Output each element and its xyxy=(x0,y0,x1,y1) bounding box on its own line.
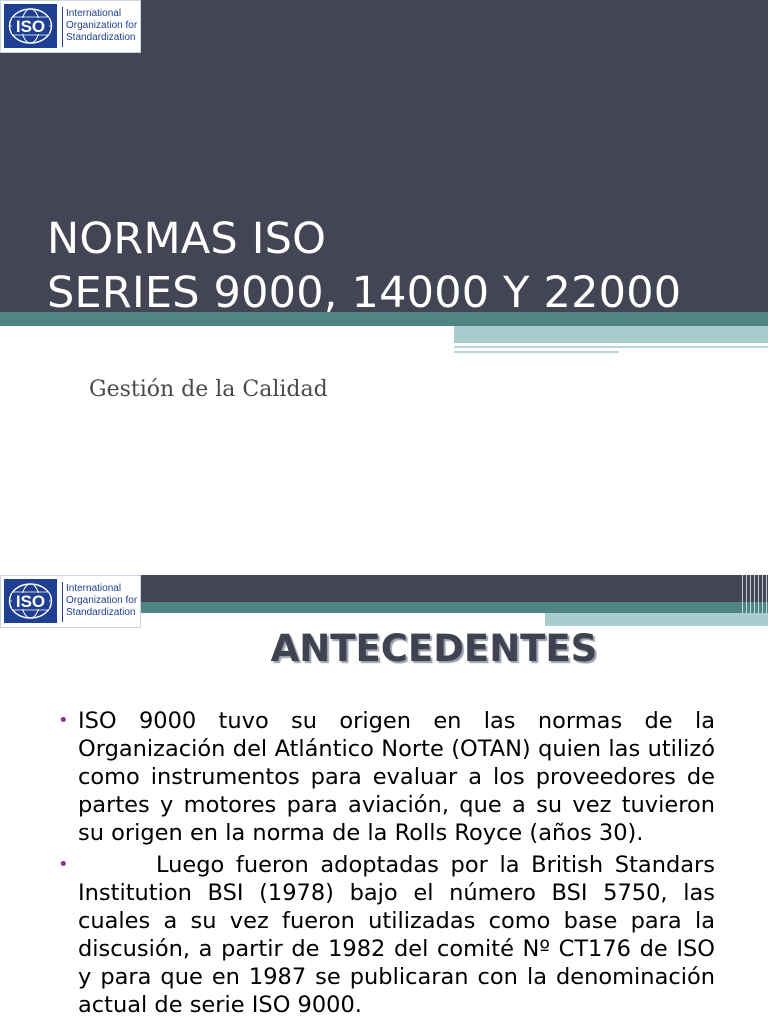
accent-line xyxy=(454,351,619,353)
accent-line xyxy=(454,346,768,348)
bullet-list xyxy=(58,707,715,1023)
logo-text-line: International xyxy=(66,583,122,594)
iso-globe-icon xyxy=(4,4,57,48)
teal-band xyxy=(140,602,768,613)
light-teal-band xyxy=(454,326,768,343)
logo-text-line: Standardization xyxy=(66,607,136,618)
logo-separator xyxy=(62,582,63,622)
list-item xyxy=(58,851,715,1019)
logo-wordmark xyxy=(66,583,142,619)
content-slide xyxy=(0,575,768,1024)
logo-text-line: Organization for xyxy=(66,595,138,606)
header-band xyxy=(140,575,768,602)
bullet-dot-icon: • xyxy=(58,854,69,875)
logo-text-line: Standardization xyxy=(66,32,136,43)
bullet-dot-icon: • xyxy=(58,710,69,731)
light-teal-band xyxy=(545,613,768,626)
iso-mark-text: ISO xyxy=(15,592,46,611)
iso-globe-icon xyxy=(4,579,57,623)
iso-mark-text: ISO xyxy=(15,17,46,36)
slide-title-line: SERIES 9000, 14000 Y 22000 xyxy=(47,268,682,318)
logo-wordmark xyxy=(66,8,142,44)
logo-separator xyxy=(62,7,63,47)
iso-logo xyxy=(0,0,141,53)
stripe-accent xyxy=(742,575,768,613)
logo-text-line: Organization for xyxy=(66,20,138,31)
bullet-text: ISO 9000 tuvo su origen en las normas de la Organización del Atlántico Norte (OTAN) quien las utilizó como instrumentos para evaluar a los proveedores de partes y motores para aviación, que a su vez tuvieron su origen en la norma de la Rolls Royce (años 30). xyxy=(78,708,715,846)
list-item xyxy=(58,707,715,847)
iso-logo xyxy=(0,575,141,628)
bullet-text: Luego fueron adoptadas por la British Standars Institution BSI (1978) bajo el número BSI 5750, las cuales a su vez fueron utilizadas como base para la discusión, a partir de 1982 del comité Nº CT176 de ISO y para que en 1987 se publicaran con la denominación actual de serie ISO 9000. xyxy=(78,852,715,1018)
bullet-text-wrapper xyxy=(78,851,715,1019)
logo-text-line: International xyxy=(66,8,122,19)
slide-subtitle: Gestión de la Calidad xyxy=(89,377,328,402)
slide-title-line: NORMAS ISO xyxy=(47,214,327,264)
slide-title xyxy=(47,212,762,320)
slide-heading: ANTECEDENTES xyxy=(270,627,598,670)
